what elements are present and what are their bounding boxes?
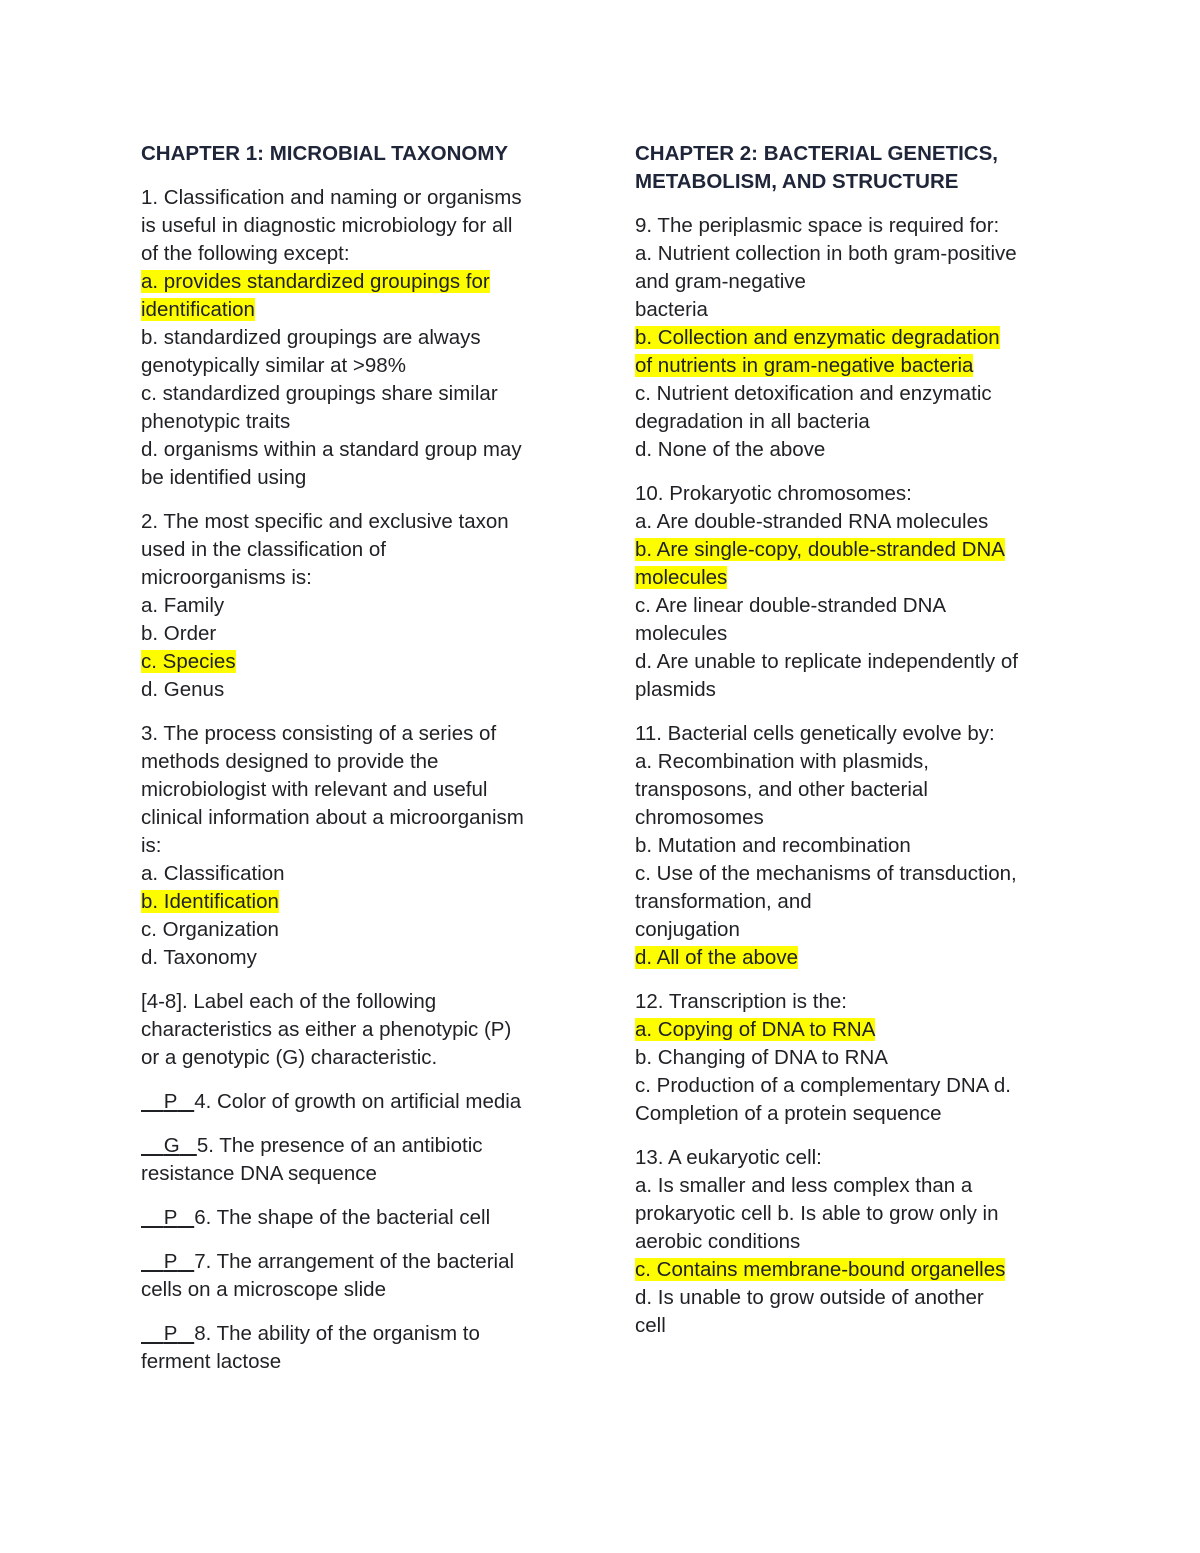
option-text: d. Taxonomy [141,946,257,969]
answer-option-highlighted [141,648,581,676]
answer-option [635,916,1075,944]
label-item [141,1088,581,1116]
question-3 [141,720,581,972]
answer-option [141,860,581,888]
label-item [141,1320,581,1376]
option-text: identification [141,298,255,321]
chapter-2-title-line: METABOLISM, AND STRUCTURE [635,170,959,193]
question-text-line: 2. The most specific and exclusive taxon [141,510,509,533]
answer-option [635,1044,1075,1072]
question-text-line: is useful in diagnostic microbiology for all [141,214,513,237]
option-text: a. Copying of DNA to RNA [635,1018,876,1041]
answer-letter: P [163,1322,178,1345]
label-item-line [141,1132,581,1160]
option-text: a. Classification [141,862,285,885]
option-text: chromosomes [635,806,764,829]
answer-option [635,804,1075,832]
option-text: a. Family [141,594,225,617]
option-text: c. Nutrient detoxification and enzymatic [635,382,992,405]
question-text-line: 3. The process consisting of a series of [141,722,497,745]
option-text: b. Are single-copy, double-stranded DNA [635,538,1005,561]
question-text-line: clinical information about a microorganism [141,806,524,829]
option-text: cell [635,1314,666,1337]
answer-option [141,944,581,972]
answer-option [635,1200,1075,1228]
option-text: d. None of the above [635,438,826,461]
answer-letter: G [163,1134,180,1157]
answer-blank-right [180,1134,197,1157]
option-text: aerobic conditions [635,1230,801,1253]
question-13 [635,1144,1075,1340]
answer-option-highlighted [635,536,1075,564]
option-text: c. Use of the mechanisms of transduction, [635,862,1017,885]
option-text: c. standardized groupings share similar [141,382,498,405]
answer-blank-left [141,1134,164,1157]
option-text: bacteria [635,298,708,321]
option-text: molecules [635,566,728,589]
option-text: degradation in all bacteria [635,410,870,433]
question-10 [635,480,1075,704]
answer-option [635,436,1075,464]
option-text: of nutrients in gram-negative bacteria [635,354,974,377]
answer-option [141,380,581,408]
answer-option [635,1228,1075,1256]
option-text: Completion of a protein sequence [635,1102,942,1125]
label-item-line [141,1276,581,1304]
option-text: d. Is unable to grow outside of another [635,1286,984,1309]
answer-option [141,324,581,352]
answer-option [635,1284,1075,1312]
answer-option [141,436,581,464]
option-text: b. Mutation and recombination [635,834,911,857]
answer-option [635,748,1075,776]
question-11 [635,720,1075,972]
option-text: d. Are unable to replicate independently of [635,650,1018,673]
question-text-line: 12. Transcription is the: [635,990,847,1013]
label-items [141,1088,581,1376]
question-text-line: microbiologist with relevant and useful [141,778,488,801]
question-1 [141,184,581,492]
answer-option [635,860,1075,888]
option-text: a. Is smaller and less complex than a [635,1174,973,1197]
option-text: and gram-negative [635,270,806,293]
answer-option [635,1100,1075,1128]
option-text: prokaryotic cell b. Is able to grow only in [635,1202,999,1225]
answer-option [141,916,581,944]
label-item-line [141,1160,581,1188]
label-item [141,1204,581,1232]
answer-option [141,408,581,436]
option-text: molecules [635,622,728,645]
label-item-text: 7. The arrangement of the bacterial [194,1250,515,1273]
label-item-text: cells on a microscope slide [141,1278,386,1301]
answer-option-highlighted [635,324,1075,352]
answer-option [141,592,581,620]
answer-option [141,352,581,380]
option-text: b. Order [141,622,217,645]
answer-option [141,676,581,704]
answer-option-highlighted [141,296,581,324]
chapter-2-title-line: CHAPTER 2: BACTERIAL GENETICS, [635,142,998,165]
question-text-line: 11. Bacterial cells genetically evolve by: [635,722,995,745]
answer-blank-right [177,1090,194,1113]
question-4-8-instructions [141,988,581,1072]
option-text: b. Collection and enzymatic degradation [635,326,1000,349]
question-text-line: or a genotypic (G) characteristic. [141,1046,438,1069]
answer-blank-right [177,1206,194,1229]
option-text: a. Recombination with plasmids, [635,750,929,773]
answer-blank-right [177,1322,194,1345]
label-item-line [141,1348,581,1376]
answer-option [635,1312,1075,1340]
question-text-line: 9. The periplasmic space is required for: [635,214,1000,237]
answer-option-highlighted [635,1256,1075,1284]
answer-option [635,508,1075,536]
answer-option-highlighted [635,564,1075,592]
answer-option [635,776,1075,804]
answer-option-highlighted [635,1016,1075,1044]
option-text: conjugation [635,918,740,941]
label-item-text: ferment lactose [141,1350,282,1373]
option-text: transformation, and [635,890,812,913]
option-text: c. Species [141,650,236,673]
answer-option [635,888,1075,916]
option-text: genotypically similar at >98% [141,354,406,377]
option-text: d. organisms within a standard group may [141,438,522,461]
answer-blank-left [141,1090,164,1113]
question-text-line: used in the classification of [141,538,386,561]
option-text: b. Changing of DNA to RNA [635,1046,888,1069]
label-item [141,1248,581,1304]
option-text: b. Identification [141,890,279,913]
question-text-line: 1. Classification and naming or organisms [141,186,522,209]
option-text: a. Nutrient collection in both gram-positive [635,242,1017,265]
answer-option [635,240,1075,268]
chapter-1-title: CHAPTER 1: MICROBIAL TAXONOMY [141,142,509,165]
question-12 [635,988,1075,1128]
answer-option [635,592,1075,620]
answer-option [635,380,1075,408]
question-text-line: [4-8]. Label each of the following [141,990,437,1013]
answer-option [635,620,1075,648]
question-text-line: characteristics as either a phenotypic (P) [141,1018,512,1041]
answer-option [635,832,1075,860]
question-9 [635,212,1075,464]
question-text-line: 13. A eukaryotic cell: [635,1146,822,1169]
question-text-line: 10. Prokaryotic chromosomes: [635,482,912,505]
answer-letter: P [163,1206,178,1229]
answer-blank-right [177,1250,194,1273]
question-text-line: methods designed to provide the [141,750,439,773]
option-text: c. Are linear double-stranded DNA [635,594,947,617]
option-text: transposons, and other bacterial [635,778,928,801]
answer-option [141,464,581,492]
right-column [635,140,1075,1356]
chapter-2-title [635,140,1075,196]
answer-option [141,620,581,648]
answer-option [635,1172,1075,1200]
option-text: plasmids [635,678,716,701]
option-text: c. Organization [141,918,279,941]
label-item-line [141,1248,581,1276]
answer-option [635,676,1075,704]
option-text: a. Are double-stranded RNA molecules [635,510,989,533]
label-item-line [141,1320,581,1348]
answer-option-highlighted [141,888,581,916]
answer-option [635,408,1075,436]
answer-blank-left [141,1206,164,1229]
label-item-text: resistance DNA sequence [141,1162,377,1185]
answer-option [635,648,1075,676]
option-text: b. standardized groupings are always [141,326,481,349]
option-text: a. provides standardized groupings for [141,270,490,293]
answer-option-highlighted [635,944,1075,972]
option-text: phenotypic traits [141,410,291,433]
option-text: c. Contains membrane-bound organelles [635,1258,1006,1281]
label-item [141,1132,581,1188]
option-text: be identified using [141,466,307,489]
question-text-line: is: [141,834,162,857]
question-text-line: microorganisms is: [141,566,312,589]
label-item-text: 8. The ability of the organism to [194,1322,480,1345]
answer-option [635,296,1075,324]
label-item-text: 4. Color of growth on artificial media [194,1090,522,1113]
answer-option [635,1072,1075,1100]
answer-letter: P [163,1090,178,1113]
answer-option-highlighted [141,268,581,296]
label-item-line [141,1088,581,1116]
label-item-text: 5. The presence of an antibiotic [196,1134,483,1157]
label-item-line [141,1204,581,1232]
left-column [141,140,581,1392]
option-text: d. Genus [141,678,225,701]
answer-blank-left [141,1322,164,1345]
question-text-line: of the following except: [141,242,350,265]
answer-option [635,268,1075,296]
label-item-text: 6. The shape of the bacterial cell [194,1206,491,1229]
answer-option-highlighted [635,352,1075,380]
answer-blank-left [141,1250,164,1273]
answer-letter: P [163,1250,178,1273]
option-text: d. All of the above [635,946,798,969]
option-text: c. Production of a complementary DNA d. [635,1074,1012,1097]
question-2 [141,508,581,704]
